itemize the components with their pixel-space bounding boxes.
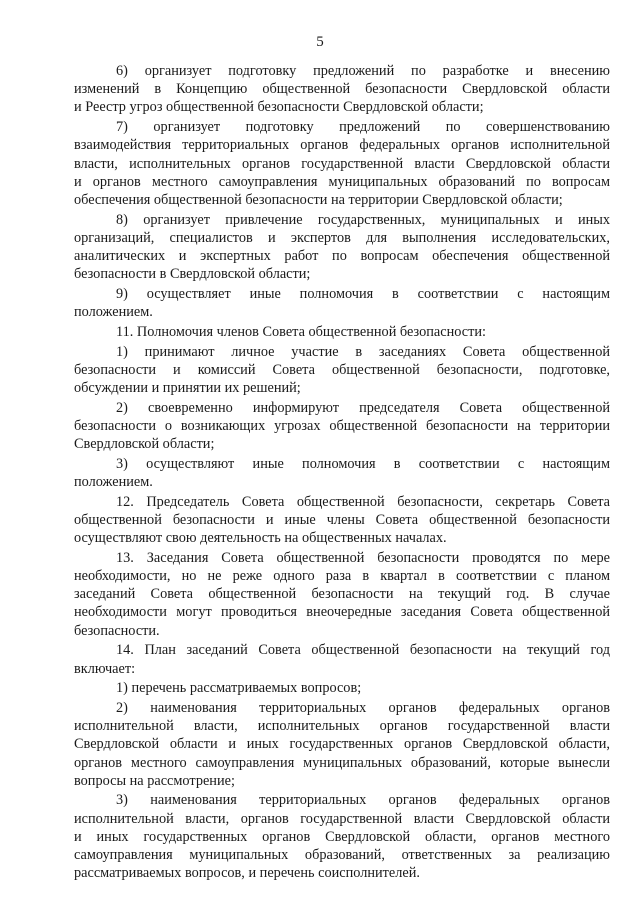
- text-line: организаций, специалистов и экспертов для выполнения исследовательских,: [74, 229, 610, 246]
- text-line: 9) осуществляет иные полномочия в соответствии с настоящим: [116, 285, 610, 302]
- text-line: 3) осуществляют иные полномочия в соответствии с настоящим: [116, 455, 610, 472]
- text-line: безопасности и комиссий Совета общественной безопасности, подготовке,: [74, 361, 610, 378]
- text-line: необходимости могут проводиться внеочередные заседания Совета общественной: [74, 604, 610, 621]
- paragraph: [74, 399, 610, 454]
- text-line: заседаний Совета общественной безопасности на текущий год. В случае: [74, 586, 610, 603]
- text-line: безопасности о возникающих угрозах общественной безопасности на территории: [74, 417, 610, 434]
- paragraph: [74, 679, 610, 697]
- text-line: 7) организует подготовку предложений по совершенствованию: [116, 119, 610, 136]
- text-line: взаимодействия территориальных органов федеральных органов исполнительной: [74, 137, 610, 154]
- paragraph: [74, 343, 610, 398]
- text-line: и органов местного самоуправления муниципальных образований по вопросам: [74, 173, 610, 190]
- paragraph: [74, 62, 610, 117]
- document-body: [74, 62, 610, 882]
- text-line: 8) организует привлечение государственных, муниципальных и иных: [116, 211, 610, 228]
- text-line: положением.: [74, 473, 153, 490]
- text-line: 12. Председатель Совета общественной безопасности, секретарь Совета: [116, 493, 610, 510]
- text-line: изменений в Концепцию общественной безопасности Свердловской области: [74, 81, 610, 98]
- text-line: осуществляют свою деятельность на общественных началах.: [74, 530, 447, 547]
- text-line: Свердловской области;: [74, 436, 215, 453]
- text-line: органов местного самоуправления муниципальных образований, которые вынесли: [74, 754, 610, 771]
- text-line: 2) наименования территориальных органов федеральных органов: [116, 699, 610, 716]
- text-line: 14. План заседаний Совета общественной безопасности на текущий год: [116, 642, 610, 659]
- text-line: вопросы на рассмотрение;: [74, 772, 235, 789]
- text-line: и Реестр угроз общественной безопасности Свердловской области;: [74, 99, 484, 116]
- text-line: положением.: [74, 304, 153, 321]
- text-line: обсуждении и принятии их решений;: [74, 379, 301, 396]
- text-line: 3) наименования территориальных органов федеральных органов: [116, 792, 610, 809]
- text-line: самоуправления муниципальных образований, ответственных за реализацию: [74, 847, 610, 864]
- text-line: необходимости, но не реже одного раза в квартал в соответствии с планом: [74, 567, 610, 584]
- paragraph: [74, 211, 610, 284]
- text-line: 11. Полномочия членов Совета общественной безопасности:: [116, 323, 486, 340]
- text-line: 2) своевременно информируют председателя Совета общественной: [116, 399, 610, 416]
- text-line: исполнительной власти, органов государственной власти Свердловской области: [74, 810, 610, 827]
- text-line: рассматриваемых вопросов, и перечень соисполнителей.: [74, 865, 420, 882]
- text-line: исполнительной власти, исполнительных органов государственной власти: [74, 718, 610, 735]
- paragraph: [74, 455, 610, 491]
- paragraph: [74, 285, 610, 321]
- text-line: 1) перечень рассматриваемых вопросов;: [116, 680, 362, 697]
- paragraph: [74, 323, 610, 341]
- text-line: 6) организует подготовку предложений по разработке и внесению: [116, 63, 610, 79]
- paragraph: [74, 791, 610, 882]
- text-line: безопасности в Свердловской области;: [74, 266, 311, 283]
- text-line: безопасности.: [74, 622, 160, 639]
- paragraph: [74, 699, 610, 790]
- text-line: 13. Заседания Совета общественной безопасности проводятся по мере: [116, 549, 610, 566]
- paragraph: [74, 493, 610, 548]
- text-line: Свердловской области и иных государственных органов Свердловской области,: [74, 736, 610, 753]
- text-line: включает:: [74, 660, 136, 677]
- paragraph: [74, 118, 610, 209]
- page-number: 5: [316, 34, 324, 50]
- paragraph: [74, 641, 610, 677]
- text-line: общественной безопасности и иные члены Совета общественной безопасности: [74, 511, 610, 528]
- text-line: обеспечения общественной безопасности на территории Свердловской области;: [74, 191, 563, 208]
- text-line: власти, исполнительных органов государственной власти Свердловской области: [74, 155, 610, 172]
- text-line: и иных государственных органов Свердловской области, органов местного: [74, 828, 610, 845]
- paragraph: [74, 549, 610, 640]
- text-line: 1) принимают личное участие в заседаниях Совета общественной: [116, 343, 610, 360]
- text-line: аналитических и экспертных работ по вопросам обеспечения общественной: [74, 248, 610, 265]
